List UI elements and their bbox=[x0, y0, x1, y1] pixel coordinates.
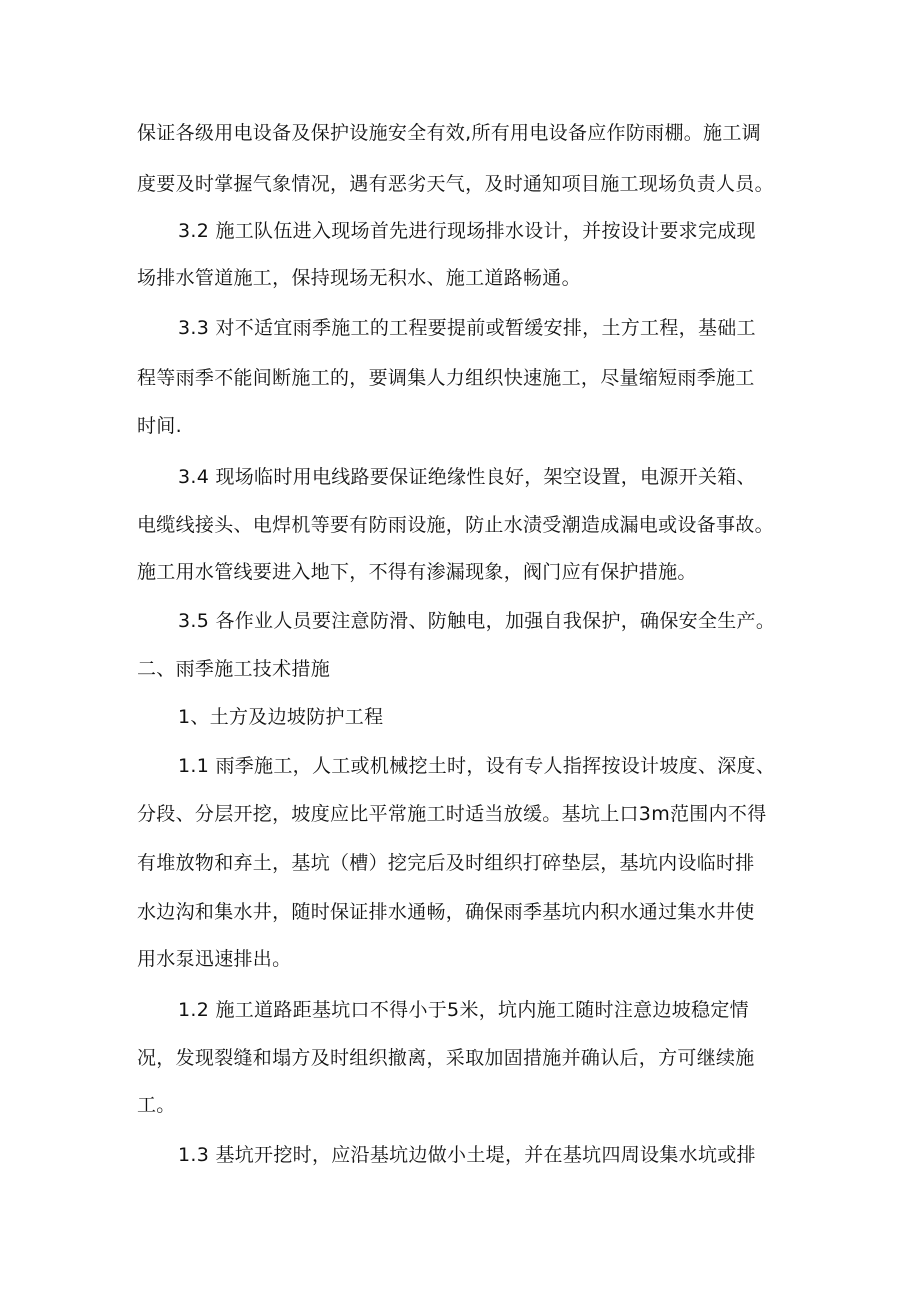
text-line: 分段、分层开挖，坡度应比平常施工时适当放缓。基坑上口3m范围内不得 bbox=[137, 803, 767, 825]
section-heading: 二、雨季施工技术措施 bbox=[137, 658, 331, 680]
text-line: 用水泵迅速排出。 bbox=[137, 948, 292, 970]
text-line: 1.3 基坑开挖时，应沿基坑边做小土堤，并在基坑四周设集水坑或排 bbox=[178, 1144, 756, 1166]
text-line: 有堆放物和弃土，基坑（槽）挖完后及时组织打碎垫层，基坑内设临时排 bbox=[137, 852, 755, 874]
text-line: 3.5 各作业人员要注意防滑、防触电，加强自我保护，确保安全生产。 bbox=[178, 610, 776, 632]
text-line: 1.2 施工道路距基坑口不得小于5米，坑内施工随时注意边坡稳定情 bbox=[178, 999, 749, 1021]
text-line: 时间. bbox=[137, 415, 182, 437]
text-line: 工。 bbox=[137, 1094, 176, 1116]
text-line: 保证各级用电设备及保护设施安全有效,所有用电设备应作防雨棚。施工调 bbox=[137, 122, 761, 144]
text-line: 3.2 施工队伍进入现场首先进行现场排水设计，并按设计要求完成现 bbox=[178, 220, 756, 242]
subsection-heading: 1、土方及边坡防护工程 bbox=[178, 706, 384, 728]
text-line: 施工用水管线要进入地下，不得有渗漏现象，阀门应有保护措施。 bbox=[137, 561, 697, 583]
text-line: 1.1 雨季施工，人工或机械挖土时，设有专人指挥按设计坡度、深度、 bbox=[178, 755, 776, 777]
text-line: 况，发现裂缝和塌方及时组织撤离，采取加固措施并确认后，方可继续施 bbox=[137, 1047, 755, 1069]
text-line: 度要及时掌握气象情况，遇有恶劣天气，及时通知项目施工现场负责人员。 bbox=[137, 173, 774, 195]
text-line: 3.4 现场临时用电线路要保证绝缘性良好，架空设置，电源开关箱、 bbox=[178, 466, 756, 488]
text-line: 程等雨季不能间断施工的，要调集人力组织快速施工，尽量缩短雨季施工 bbox=[137, 367, 755, 389]
text-line: 3.3 对不适宜雨季施工的工程要提前或暂缓安排，土方工程，基础工 bbox=[178, 317, 756, 339]
text-line: 场排水管道施工，保持现场无积水、施工道路畅通。 bbox=[137, 267, 581, 289]
text-line: 电缆线接头、电焊机等要有防雨设施，防止水渍受潮造成漏电或设备事故。 bbox=[137, 514, 774, 536]
text-line: 水边沟和集水井，随时保证排水通畅，确保雨季基坑内积水通过集水井使 bbox=[137, 901, 755, 923]
